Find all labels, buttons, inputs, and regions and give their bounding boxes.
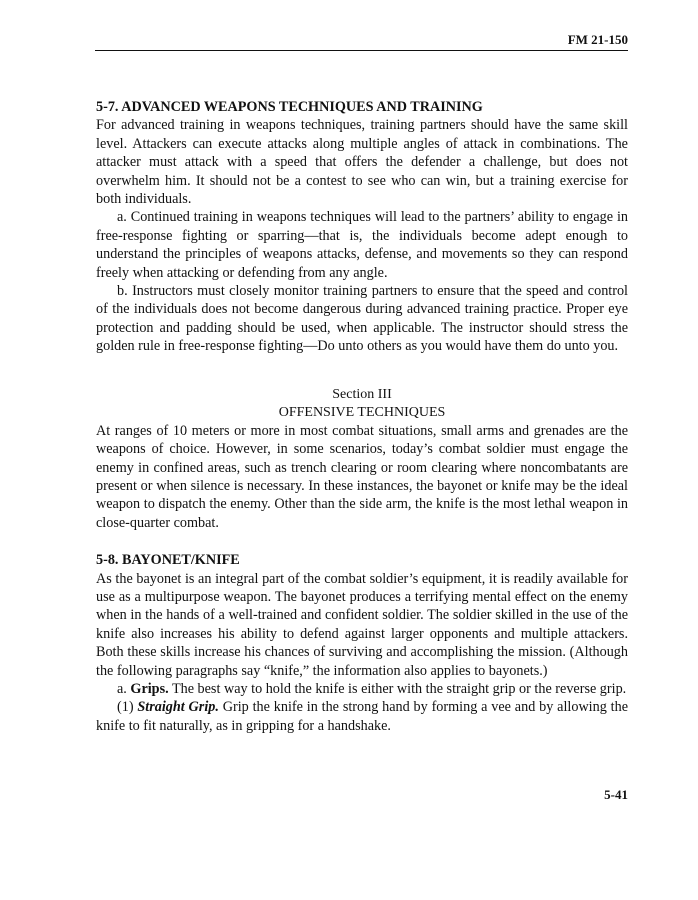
section-5-8-title: 5-8. BAYONET/KNIFE: [96, 552, 240, 569]
section-5-7-intro: For advanced training in weapons techniques, training partners should have the same skill level. Attackers can execute attacks along multiple angles of attack in combinations. The attacker must attack with a speed that offers the defender a challenge, but does not overwhelm him. It should not be a contest to see who can win, but a training exercise for both individuals.: [96, 117, 628, 208]
section-5-7-title: 5-7. ADVANCED WEAPONS TECHNIQUES AND TRAINING: [96, 99, 483, 115]
section-5-7-para-a: a. Continued training in weapons techniques will lead to the partners’ ability to engage in free-response fighting or sparring—that is, the individuals become adept enough to understand the principles of weapons attacks, defense, and movements so they can respond freely when attacking or defending from any angle.: [96, 209, 628, 281]
para-a1-prefix: (1): [117, 699, 134, 716]
para-a-prefix: a.: [117, 680, 127, 697]
section-iii-heading: [96, 386, 628, 422]
para-a-text: The best way to hold the knife is either with the straight grip or the reverse grip.: [171, 680, 627, 697]
page-body: [96, 98, 628, 735]
section-5-8-para-a: [96, 680, 628, 698]
section-iii-label: Section III: [332, 386, 392, 402]
para-a1-text: Grip the knife in the strong hand by forming a vee and by allowing the knife to fit naturally, as in gripping for a handshake.: [96, 699, 628, 734]
section-iii-title: OFFENSIVE TECHNIQUES: [278, 404, 446, 420]
grips-term: Grips.: [130, 680, 169, 697]
section-5-8-intro: As the bayonet is an integral part of the combat soldier’s equipment, it is readily available for use as a multipurpose weapon. The bayonet produces a terrifying mental effect on the enemy when in the hands of a well-trained and confident soldier. The soldier skilled in the use of the knife also increases his ability to defend against larger opponents and multiple attackers. Both these skills increase his chances of surviving and accomplishing the mission. (Although the following paragraphs say “knife,” the information also applies to bayonets.): [96, 570, 628, 679]
straight-grip-term: Straight Grip.: [137, 699, 219, 716]
page-number: 5-41: [604, 787, 628, 802]
section-iii-intro: At ranges of 10 meters or more in most combat situations, small arms and grenades are the weapons of choice. However, in some scenarios, today’s combat soldier must engage the enemy in confined areas, such as trench clearing or room clearing where noncombatants are present or when silence is necessary. In these instances, the bayonet or knife may be the ideal weapon to dispatch the enemy. Other than the side arm, the knife is the most lethal weapon in close-quarter combat.: [96, 422, 628, 531]
section-5-8-para-a1: [96, 698, 628, 735]
section-5-7-para-b: b. Instructors must closely monitor training partners to ensure that the speed and control of the individuals does not become dangerous during advanced training practice. Proper eye protection and padding should be used, when applicable. The instructor should stress the golden rule in free-response fighting—Do unto others as you would have them do unto you.: [96, 283, 628, 355]
header-divider: [95, 50, 628, 51]
manual-id: FM 21-150: [567, 32, 628, 47]
